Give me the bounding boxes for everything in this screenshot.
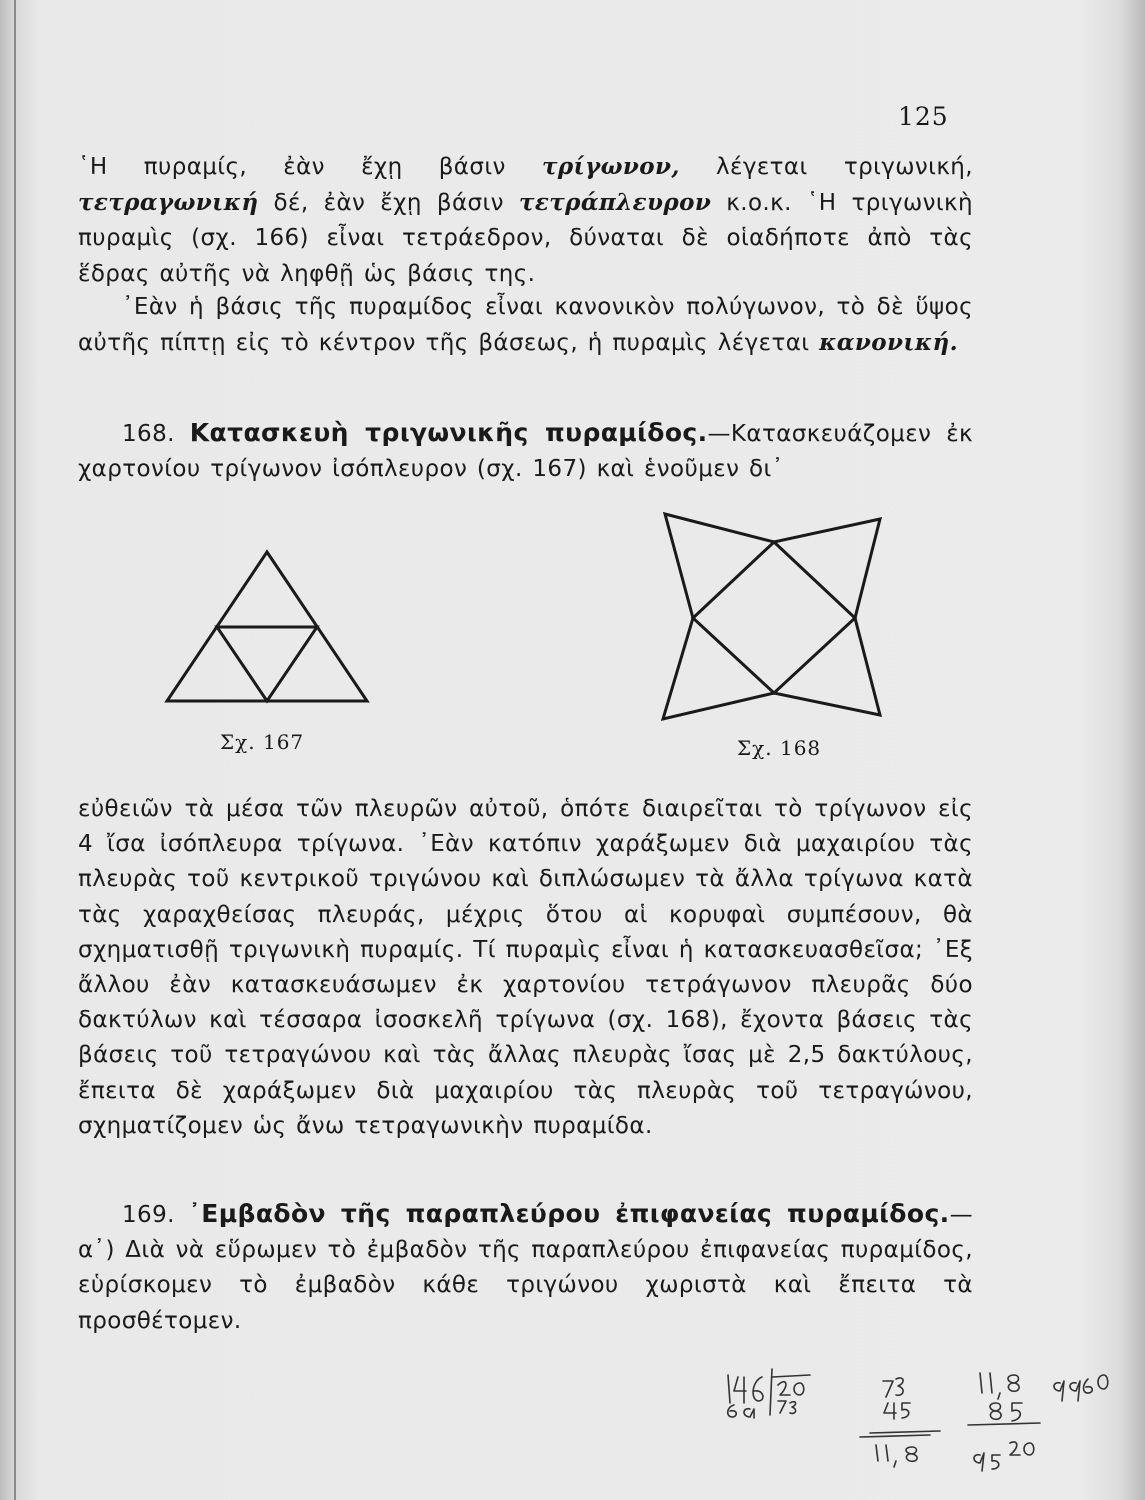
section-text: —Κατασκευάζομεν ἐκ χαρτονίου τρίγωνον ἰσόπλευρον (σχ. 167) καὶ ἑνοῦμεν δι᾿	[78, 421, 974, 483]
section-169	[78, 1196, 973, 1339]
section-number: 168.	[122, 421, 175, 447]
term-quadrangular: τετραγωνική	[78, 189, 259, 217]
figure-167-caption: Σχ. 167	[220, 730, 305, 754]
text-run: ῾Η πυραμίς, ἐὰν ἔχῃ βάσιν	[78, 154, 542, 180]
page-number: 125	[898, 102, 949, 131]
text-run: ᾿Εὰν ἡ βάσις τῆς πυραμίδος εἶναι κανονικὸν πολύγωνον, τὸ δὲ ὕψος αὐτῆς πίπτῃ εἰς τὸ κέντρον τῆς βάσεως, ἡ πυραμὶς λέγεται	[78, 294, 973, 357]
section-text: — α᾿) Διὰ νὰ εὕρωμεν τὸ ἐμβαδὸν τῆς παραπλεύρου ἐπιφανείας πυραμίδος, εὑρίσκομεν τὸ ἐμβαδὸν κάθε τριγώνου χωριστὰ καὶ ἔπειτα τὰ προσθέτομεν.	[78, 1202, 973, 1334]
paragraph-regular-pyramid	[78, 290, 973, 361]
figure-168-caption: Σχ. 168	[737, 736, 822, 760]
text-run: λέγεται τριγωνική,	[679, 154, 973, 180]
book-spine	[14, 0, 16, 1500]
figure-168-net	[655, 505, 890, 725]
figure-167-triangle	[160, 545, 380, 710]
term-quadrilateral: τετράπλευρον	[518, 189, 712, 217]
term-regular: κανονική.	[819, 329, 959, 357]
term-triangular: τρίγωνον,	[541, 153, 680, 180]
paragraph-construction: εὐθειῶν τὰ μέσα τῶν πλευρῶν αὐτοῦ, ὁπότε διαιρεῖται τὸ τρίγωνον εἰς 4 ἴσα ἰσόπλευρα τρίγωνα. ᾿Εὰν κατόπιν χαράξωμεν διὰ μαχαιρίου τὰς πλευρὰς τοῦ κεντρικοῦ τριγώνου καὶ διπλώσωμεν τὰ ἄλλα τρίγωνα κατὰ τὰς χαραχθείσας πλευράς, μέχρις ὅτου αἱ κορυφαὶ συμπέσουν, θὰ σχηματισθῇ τριγωνικὴ πυραμίς. Τί πυραμὶς εἶναι ἡ κατασκευασθεῖσα; ᾿Εξ ἄλλου ἐὰν κατασκευάσωμεν ἐκ χαρτονίου τετράγωνον πλευρᾶς δύο δακτύλων καὶ τέσσαρα ἰσοσκελῆ τρίγωνα (σχ. 168), ἔχοντα βάσεις τὰς βάσεις τοῦ τετραγώνου καὶ τὰς ἄλλας πλευρὰς ἴσας μὲ 2,5 δακτύλους, ἔπειτα δὲ χαράξωμεν διὰ μαχαιρίου τὰς πλευρὰς τοῦ τετραγώνου, σχηματίζομεν ὡς ἄνω τετραγωνικὴν πυραμίδα.	[78, 796, 973, 1139]
section-title: Κατασκευὴ τριγωνικῆς πυραμίδος.	[189, 418, 708, 447]
section-title: ᾿Εμβαδὸν τῆς παραπλεύρου ἐπιφανείας πυραμίδος.	[188, 1199, 950, 1228]
handwritten-notes	[700, 1355, 1120, 1495]
text-run: κ.ο.κ. ῾Η τριγωνικὴ πυραμὶς (σχ. 166) εἶναι τετράεδρον, δύναται δὲ οἱαδήποτε ἀπὸ τὰς ἕδρας αὐτῆς νὰ ληφθῇ ὡς βάσις της.	[78, 190, 973, 287]
section-number: 169.	[122, 1202, 175, 1228]
section-168	[78, 415, 973, 487]
paragraph-pyramid-types	[78, 149, 973, 292]
text-run: δέ, ἐὰν ἔχῃ βάσιν	[258, 190, 519, 217]
